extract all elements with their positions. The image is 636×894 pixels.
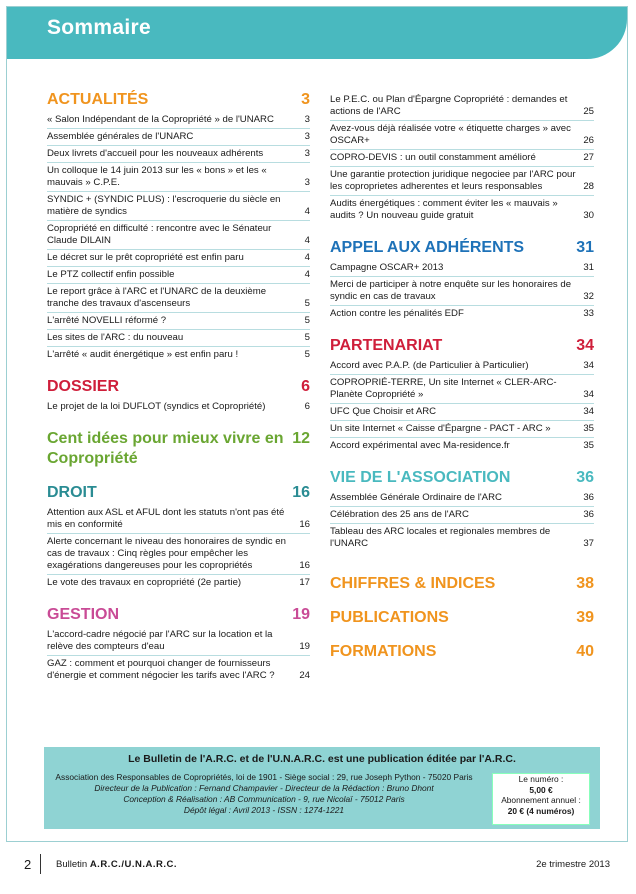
section-title: Cent idées pour mieux vivre en Copropriété (47, 430, 284, 467)
entry-title: Les sites de l'ARC : du nouveau (47, 332, 184, 343)
entry-page: 3 (304, 131, 310, 142)
bulletin-name (56, 859, 177, 870)
toc-entry[interactable] (47, 112, 310, 129)
entry-title: Attention aux ASL et AFUL dont les statuts n'ont pas été mis en conformité (47, 507, 285, 530)
section-heading[interactable] (47, 605, 310, 625)
toc-entry[interactable] (47, 534, 310, 575)
entry-title: Un site Internet « Caisse d'Épargne - PACT - ARC » (330, 423, 551, 434)
entry-title: Accord expérimental avec Ma-residence.fr (330, 440, 510, 451)
toc-entry[interactable] (330, 438, 594, 454)
entry-title: Le PTZ collectif enfin possible (47, 269, 175, 280)
section-page: 12 (292, 430, 310, 447)
section-heading[interactable] (330, 608, 594, 628)
toc-section (47, 483, 310, 591)
section-page: 39 (576, 609, 594, 626)
entry-title: Campagne OSCAR+ 2013 (330, 262, 444, 273)
entry-title: Célébration des 25 ans de l'ARC (330, 509, 469, 520)
toc-section (330, 92, 594, 224)
toc-section (47, 605, 310, 684)
section-title: PARTENARIAT (330, 337, 443, 354)
section-page: 31 (576, 239, 594, 256)
entry-page: 33 (583, 308, 594, 319)
section-title: DROIT (47, 484, 97, 501)
section-page: 16 (292, 484, 310, 501)
entry-title: Merci de participer à notre enquête sur les honoraires de syndic en cas de travaux (330, 279, 572, 302)
price-box (492, 773, 590, 825)
toc-entry[interactable] (47, 267, 310, 284)
entry-page: 3 (304, 114, 310, 125)
toc-entry[interactable] (330, 524, 594, 552)
section-page: 38 (576, 575, 594, 592)
toc-entry[interactable] (47, 575, 310, 591)
toc-list (330, 358, 594, 454)
entry-title: SYNDIC + (SYNDIC PLUS) : l'escroquerie du siècle en matière de syndics (47, 194, 281, 217)
toc-entry[interactable] (47, 163, 310, 192)
entry-page: 37 (583, 538, 594, 549)
entry-page: 4 (304, 252, 310, 263)
entry-page: 5 (304, 332, 310, 343)
toc-section (330, 608, 594, 628)
toc-section (330, 238, 594, 322)
entry-title: Le report grâce à l'ARC et l'UNARC de la deuxième tranche des travaux d'ascenseurs (47, 286, 267, 309)
entry-page: 35 (583, 440, 594, 451)
toc-entry[interactable] (47, 284, 310, 313)
entry-page: 36 (583, 492, 594, 503)
section-page: 19 (292, 606, 310, 623)
entry-page: 27 (583, 152, 594, 163)
entry-title: Une garantie protection juridique negociee par l'ARC pour les coproprietes adherentes et leurs responsables (330, 169, 576, 192)
entry-page: 25 (583, 106, 594, 117)
entry-title: Avez-vous déjà réalisée votre « étiquette charges » avec OSCAR+ (330, 123, 571, 146)
toc-entry[interactable] (330, 375, 594, 404)
entry-page: 32 (583, 291, 594, 302)
section-heading[interactable] (330, 468, 594, 488)
toc-entry[interactable] (47, 627, 310, 656)
entry-title: Assemblée générales de l'UNARC (47, 131, 194, 142)
entry-title: L'arrêté NOVELLI réformé ? (47, 315, 167, 326)
toc-list (330, 490, 594, 552)
entry-page: 36 (583, 509, 594, 520)
toc-entry[interactable] (330, 260, 594, 277)
entry-page: 5 (304, 298, 310, 309)
right-column (330, 90, 594, 662)
toc-entry[interactable] (47, 399, 310, 415)
entry-page: 30 (583, 210, 594, 221)
section-heading[interactable] (330, 642, 594, 662)
toc-entry[interactable] (47, 146, 310, 163)
section-title: GESTION (47, 606, 120, 623)
entry-title: Le projet de la loi DUFLOT (syndics et Copropriété) (47, 401, 266, 412)
entry-page: 31 (583, 262, 594, 273)
section-heading[interactable] (47, 483, 310, 503)
bulletin-title: A.R.C./U.N.A.R.C. (89, 859, 177, 870)
toc-section (47, 90, 310, 363)
toc-entry[interactable] (330, 277, 594, 306)
section-page: 3 (301, 91, 310, 108)
entry-title: UFC Que Choisir et ARC (330, 406, 437, 417)
entry-title: Action contre les pénalités EDF (330, 308, 464, 319)
price-value: 5,00 € (529, 784, 553, 795)
entry-title: Le P.E.C. ou Plan d'Épargne Copropriété : demandes et actions de l'ARC (330, 94, 568, 117)
entry-title: COPRO-DEVIS : un outil constamment amélioré (330, 152, 536, 163)
entry-title: GAZ : comment et pourquoi changer de fournisseurs d'énergie et comment négocier les tarifs avec l'ARC ? (47, 658, 275, 681)
entry-page: 4 (304, 269, 310, 280)
toc-entry[interactable] (330, 150, 594, 167)
entry-title: Le vote des travaux en copropriété (2e partie) (47, 577, 242, 588)
section-page: 34 (576, 337, 594, 354)
toc-section (330, 642, 594, 662)
price-label: Le numéro : (518, 774, 564, 784)
publication-line: Association des Responsables de Copropriétés, loi de 1901 - Siège social : 29, rue Joseph Python - 75020 Paris (55, 772, 473, 782)
entry-title: Un colloque le 14 juin 2013 sur les « bons » et les « mauvais » C.P.E. (47, 165, 267, 188)
issue-quarter: 2e trimestre 2013 (536, 859, 610, 870)
entry-title: Deux livrets d'accueil pour les nouveaux adhérents (47, 148, 264, 159)
entry-page: 4 (304, 206, 310, 217)
entry-page: 34 (583, 406, 594, 417)
entry-page: 3 (304, 177, 310, 188)
footer-divider (40, 854, 41, 874)
section-title: CHIFFRES & INDICES (330, 575, 496, 592)
section-heading[interactable] (47, 429, 310, 469)
toc-entry[interactable] (330, 196, 594, 224)
toc-list (47, 399, 310, 415)
entry-title: Le décret sur le prêt copropriété est enfin paru (47, 252, 244, 263)
toc-entry[interactable] (330, 421, 594, 438)
toc-section (330, 468, 594, 552)
bulletin-label: Bulletin (56, 859, 88, 870)
toc-entry[interactable] (330, 167, 594, 196)
entry-page: 3 (304, 148, 310, 159)
entry-page: 24 (299, 670, 310, 681)
section-title: VIE DE L'ASSOCIATION (330, 469, 511, 486)
entry-page: 35 (583, 423, 594, 434)
entry-page: 34 (583, 360, 594, 371)
toc-entry[interactable] (330, 490, 594, 507)
subscription-value: 20 € (4 numéros) (507, 805, 575, 816)
page-title: Sommaire (47, 16, 151, 39)
entry-page: 28 (583, 181, 594, 192)
toc-section (330, 336, 594, 454)
page-number: 2 (24, 857, 32, 872)
toc-entry[interactable] (330, 306, 594, 322)
section-heading[interactable] (330, 336, 594, 356)
section-page: 6 (301, 378, 310, 395)
entry-page: 4 (304, 235, 310, 246)
toc-entry[interactable] (47, 330, 310, 347)
toc-entry[interactable] (330, 121, 594, 150)
toc-list (47, 627, 310, 684)
section-heading[interactable] (330, 574, 594, 594)
toc-list (330, 260, 594, 322)
section-heading[interactable] (330, 238, 594, 258)
publication-line: Conception & Réalisation : AB Communication - 9, rue Nicolaï - 75012 Paris (123, 794, 405, 804)
toc-entry[interactable] (47, 505, 310, 534)
entry-page: 26 (583, 135, 594, 146)
section-title: FORMATIONS (330, 643, 437, 660)
toc-section (330, 574, 594, 594)
publication-title: Le Bulletin de l'A.R.C. et de l'U.N.A.R.C. est une publication éditée par l'A.R.C. (128, 753, 516, 765)
publication-line: Directeur de la Publication : Fernand Champavier - Directeur de la Rédaction : Bruno Dhont (94, 783, 434, 793)
section-page: 36 (576, 469, 594, 486)
entry-page: 19 (299, 641, 310, 652)
section-heading[interactable] (47, 90, 310, 110)
toc-entry[interactable] (47, 129, 310, 146)
toc-entry[interactable] (330, 507, 594, 524)
left-column (47, 90, 310, 684)
entry-title: L'accord-cadre négocié par l'ARC sur la location et la relève des compteurs d'eau (47, 629, 273, 652)
header-banner (7, 7, 627, 59)
section-title: APPEL AUX ADHÉRENTS (330, 239, 525, 256)
toc-entry[interactable] (47, 250, 310, 267)
entry-page: 6 (304, 401, 310, 412)
entry-page: 16 (299, 519, 310, 530)
entry-page: 16 (299, 560, 310, 571)
entry-title: COPROPRIÉ-TERRE, Un site Internet « CLER-ARC-Planète Copropriété » (330, 377, 557, 400)
toc-entry[interactable] (47, 313, 310, 330)
publication-box (44, 747, 600, 829)
entry-page: 5 (304, 349, 310, 360)
toc-entry[interactable] (330, 404, 594, 421)
entry-title: « Salon Indépendant de la Copropriété » de l'UNARC (47, 114, 274, 125)
section-title: PUBLICATIONS (330, 609, 449, 626)
publication-details (54, 772, 474, 816)
toc-entry[interactable] (330, 358, 594, 375)
subscription-label: Abonnement annuel : (501, 795, 581, 805)
toc-list (330, 92, 594, 224)
section-title: ACTUALITÉS (47, 91, 149, 108)
entry-title: Accord avec P.A.P. (de Particulier à Particulier) (330, 360, 529, 371)
toc-entry[interactable] (47, 656, 310, 684)
toc-entry[interactable] (47, 221, 310, 250)
entry-page: 34 (583, 389, 594, 400)
toc-entry[interactable] (47, 347, 310, 363)
toc-section (47, 377, 310, 415)
page-footer (0, 849, 636, 879)
toc-entry[interactable] (330, 92, 594, 121)
entry-title: Alerte concernant le niveau des honoraires de syndic en cas de travaux : Cinq règles pour empêcher les exagérations dangereuses pour les copropriétés (47, 536, 286, 571)
entry-page: 5 (304, 315, 310, 326)
entry-title: L'arrêté « audit énergétique » est enfin paru ! (47, 349, 239, 360)
section-page: 40 (576, 643, 594, 660)
section-heading[interactable] (47, 377, 310, 397)
toc-list (47, 505, 310, 591)
entry-title: Assemblée Générale Ordinaire de l'ARC (330, 492, 502, 503)
toc-entry[interactable] (47, 192, 310, 221)
section-title: DOSSIER (47, 378, 120, 395)
toc-list (47, 112, 310, 363)
entry-page: 17 (299, 577, 310, 588)
entry-title: Audits énergétiques : comment éviter les « mauvais » audits ? Un nouveau guide gratuit (330, 198, 558, 221)
entry-title: Tableau des ARC locales et regionales membres de l'UNARC (330, 526, 551, 549)
entry-title: Copropriété en difficulté : rencontre avec le Sénateur Claude DILAIN (47, 223, 272, 246)
toc-section (47, 429, 310, 469)
publication-line: Dépôt légal : Avril 2013 - ISSN : 1274-1221 (183, 805, 345, 815)
